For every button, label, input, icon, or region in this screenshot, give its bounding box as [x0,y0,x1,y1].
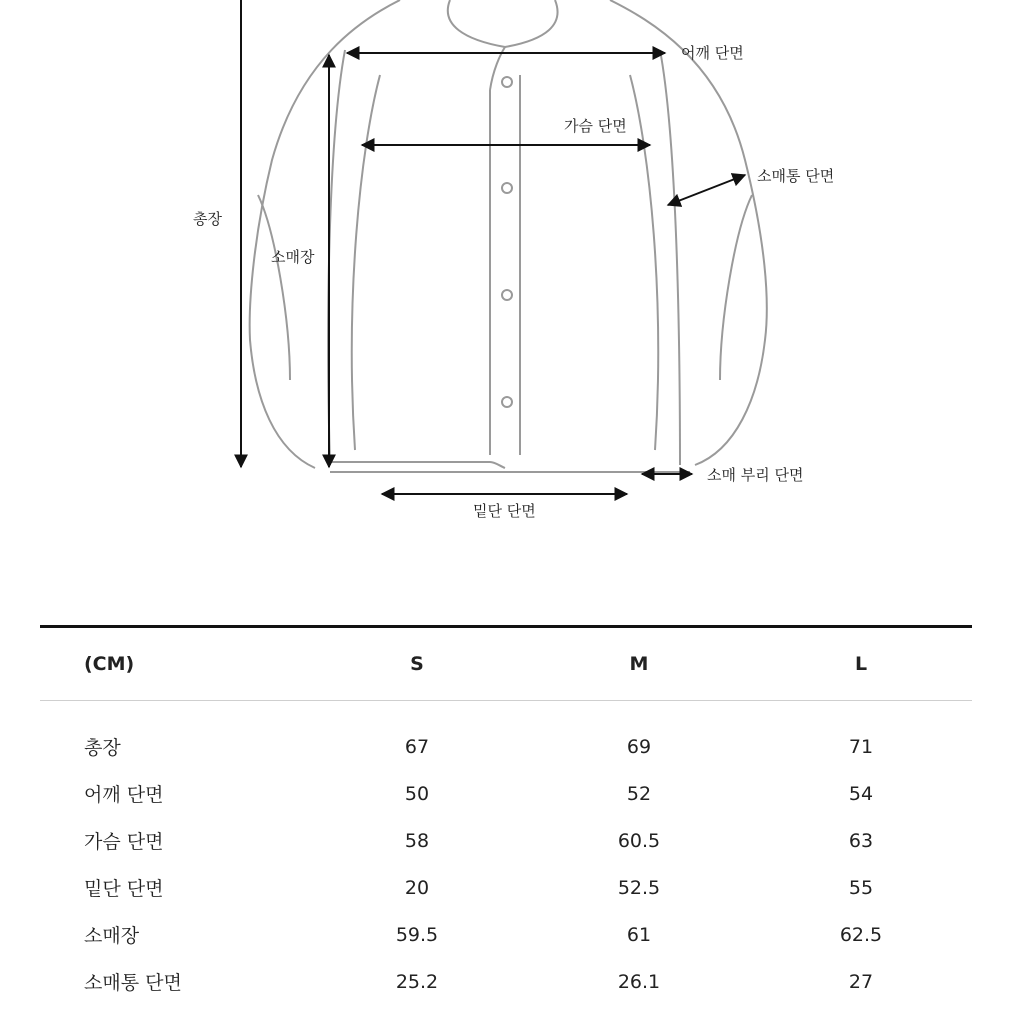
header-size-m: M [629,653,649,675]
table-row [40,770,972,817]
row-label: 소매통 단면 [84,972,182,994]
header-unit: (CM) [84,653,135,675]
label-chest: 가슴 단면 [564,117,627,135]
cell-m: 52.5 [617,876,661,899]
row-label: 가슴 단면 [84,831,164,853]
table-row [40,958,972,1005]
jacket-buttons [502,77,512,407]
label-shoulder: 어깨 단면 [681,44,744,62]
table-row [40,817,972,864]
cell-s: 59.5 [395,923,439,946]
sleeve-opening-arrow [668,175,745,205]
label-sleeve-opening: 소매통 단면 [757,167,835,185]
header-size-l: L [854,653,868,675]
cell-l: 55 [848,876,874,899]
cell-m: 69 [626,735,652,758]
button-icon [502,290,512,300]
label-cuff: 소매 부리 단면 [707,466,804,484]
cell-m: 61 [626,923,652,946]
table-row [40,723,972,770]
row-label: 소매장 [84,925,140,947]
button-icon [502,183,512,193]
cell-l: 54 [848,782,874,805]
header-size-s: S [410,653,424,675]
label-sleeve-length: 소매장 [271,248,315,266]
cell-l: 63 [848,829,874,852]
table-row [40,864,972,911]
button-icon [502,77,512,87]
row-label: 총장 [84,737,121,759]
cell-s: 50 [404,782,430,805]
cell-s: 58 [404,829,430,852]
cell-s: 20 [404,876,430,899]
button-icon [502,397,512,407]
row-label: 어깨 단면 [84,784,164,806]
table-header [40,628,972,701]
cell-l: 71 [848,735,874,758]
cell-s: 67 [404,735,430,758]
cell-m: 26.1 [617,970,661,993]
label-hem: 밑단 단면 [473,502,536,520]
cell-l: 27 [848,970,874,993]
size-table [40,625,972,1005]
label-total-length: 총장 [193,210,222,228]
cell-m: 60.5 [617,829,661,852]
cell-m: 52 [626,782,652,805]
row-label: 밑단 단면 [84,878,164,900]
table-row [40,911,972,958]
cell-s: 25.2 [395,970,439,993]
cell-l: 62.5 [839,923,883,946]
